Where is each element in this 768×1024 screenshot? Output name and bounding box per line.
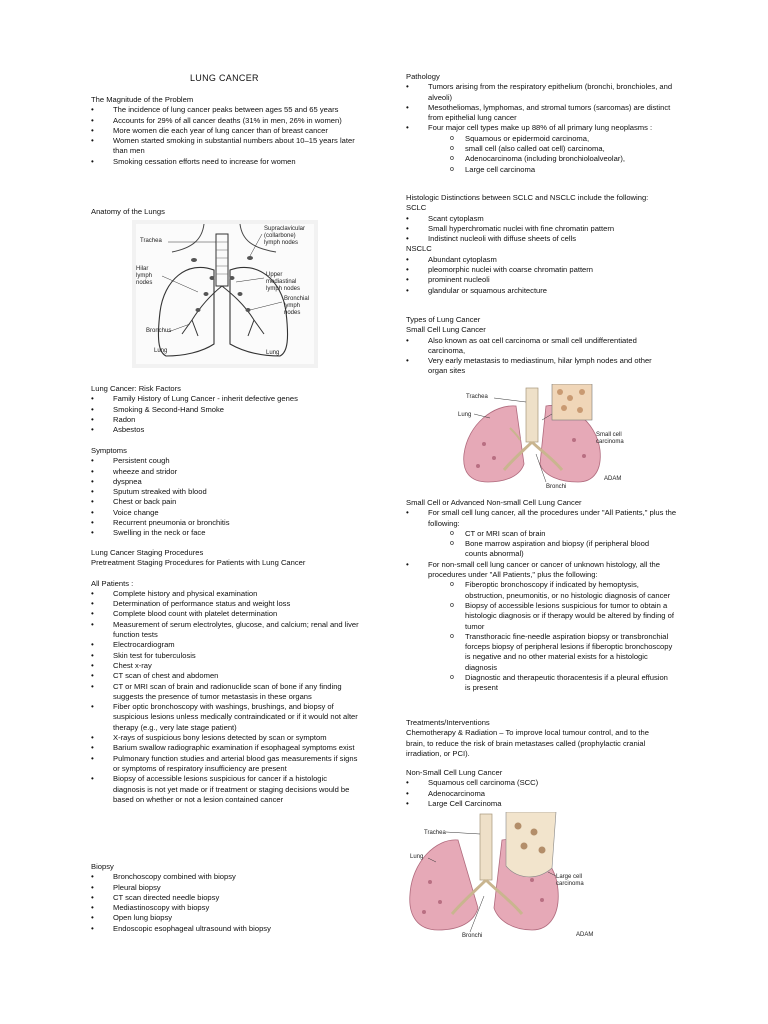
- list-item: o small cell (also called oat cell) carcinoma,: [450, 144, 678, 154]
- fig1-label-lung: Lung: [458, 412, 472, 418]
- list-item: • Very early metastasis to mediastinum, hilar lymph nodes and other organ sites: [406, 356, 668, 377]
- risk-list: [91, 394, 366, 435]
- list-item: • Smoking & Second-Hand Smoke: [91, 405, 366, 415]
- label-lung-right: Lung: [266, 350, 280, 356]
- advanced-sub-2: [450, 580, 675, 693]
- fig2-label-large-cell: Large cell: [556, 874, 583, 880]
- fig2-label-trachea: Trachea: [424, 830, 446, 836]
- list-item: • Chest or back pain: [91, 497, 366, 507]
- list-item: o Diagnostic and therapeutic thoracentesis if a pleural effusion is present: [450, 673, 675, 694]
- label-bronchial-2: lymph: [284, 303, 301, 309]
- list-item: • Mesotheliomas, lymphomas, and stromal tumors (sarcomas) are distinct from epithelial lung cancer: [406, 103, 678, 124]
- nsclc-types-heading: Non-Small Cell Lung Cancer: [406, 768, 503, 777]
- list-item: o Squamous or epidermoid carcinoma,: [450, 134, 678, 144]
- list-item: • Scant cytoplasm: [406, 214, 671, 224]
- list-item: • Skin test for tuberculosis: [91, 651, 361, 661]
- list-item: • Persistent cough: [91, 456, 366, 466]
- list-item: • Determination of performance status and weight loss: [91, 599, 361, 609]
- list-item: • prominent nucleoli: [406, 275, 671, 285]
- nsclc-label: NSCLC: [406, 244, 432, 254]
- fig1-label-bronchi: Bronchi: [546, 484, 567, 490]
- magnitude-section: [91, 95, 366, 167]
- list-item: • Smoking cessation efforts need to increase for women: [91, 157, 366, 167]
- label-lung-left: Lung: [154, 348, 168, 354]
- treatments-heading: Treatments/Interventions: [406, 718, 490, 727]
- list-item: • Squamous cell carcinoma (SCC): [406, 778, 668, 788]
- list-item: o Biopsy of accessible lesions suspicious for tumor to obtain a histologic diagnosis or if therapy would be altered by finding of tumor: [450, 601, 675, 632]
- treatments-section: [406, 718, 666, 759]
- advanced-section: [406, 498, 678, 694]
- list-item: • Complete blood count with platelet determination: [91, 609, 361, 619]
- sclc-type-list: [406, 336, 668, 377]
- list-item: o CT or MRI scan of brain: [450, 529, 668, 539]
- list-item: o Transthoracic fine-needle aspiration biopsy or transbronchial forceps biopsy of peripheral lesions if fiberoptic bronchoscopy is negative and no other material exists for a histologic diagnosis: [450, 632, 675, 673]
- list-item: • Family History of Lung Cancer - inherit defective genes: [91, 394, 366, 404]
- label-supraclavicular: Supraclavicular: [264, 226, 306, 232]
- list-item: • Large Cell Carcinoma: [406, 799, 668, 809]
- list-item: • Adenocarcinoma: [406, 789, 668, 799]
- small-cell-carcinoma-illustration: [454, 384, 626, 492]
- list-item: o Large cell carcinoma: [450, 165, 678, 175]
- list-item: • Small hyperchromatic nuclei with fine chromatin pattern: [406, 224, 671, 234]
- staging-subheading: Pretreatment Staging Procedures for Patients with Lung Cancer: [91, 558, 306, 568]
- symptoms-heading: Symptoms: [91, 446, 127, 455]
- list-item: • dyspnea: [91, 477, 366, 487]
- list-item: • Bronchoscopy combined with biopsy: [91, 872, 366, 882]
- nsclc-types-section: [406, 768, 668, 809]
- list-item: • Measurement of serum electrolytes, glucose, and calcium; renal and liver function tests: [91, 620, 361, 641]
- list-item: • glandular or squamous architecture: [406, 286, 671, 296]
- list-item: • Indistinct nucleoli with diffuse sheets of cells: [406, 234, 671, 244]
- fig2-label-carcinoma: carcinoma: [556, 881, 584, 887]
- list-item: • Voice change: [91, 508, 366, 518]
- anatomy-heading: Anatomy of the Lungs: [91, 207, 165, 216]
- advanced-list-1: [406, 508, 678, 529]
- list-item: • Swelling in the neck or face: [91, 528, 366, 538]
- staging-heading: Lung Cancer Staging Procedures: [91, 548, 204, 557]
- nsclc-list: [406, 255, 671, 296]
- list-item: • Women started smoking in substantial numbers about 10–15 years later than men: [91, 136, 366, 157]
- biopsy-section: [91, 862, 366, 934]
- list-item: • Fiber optic bronchoscopy with washings, brushings, and biopsy of suspicious lesions unless medically contraindicated or if it would not alter therapy (e.g., very late stage patient): [91, 702, 361, 733]
- all-patients-label: All Patients :: [91, 578, 134, 588]
- large-cell-carcinoma-illustration: [406, 812, 616, 940]
- fig1-label-carcinoma: carcinoma: [596, 439, 624, 445]
- symptoms-section: [91, 446, 366, 539]
- label-hilar-3: nodes: [136, 280, 153, 286]
- fig2-label-lung: Lung: [410, 854, 424, 860]
- list-item: • Accounts for 29% of all cancer deaths (31% in men, 26% in women): [91, 116, 366, 126]
- label-bronchial-3: nodes: [284, 310, 301, 316]
- pathology-section: [406, 72, 678, 175]
- list-item: • For small cell lung cancer, all the procedures under "All Patients," plus the following:: [406, 508, 678, 529]
- sclc-list: [406, 214, 671, 245]
- sclc-label: SCLC: [406, 203, 427, 213]
- list-item: • Pleural biopsy: [91, 883, 366, 893]
- treatments-text: Chemotherapy & Radiation – To improve local tumour control, and to the brain, to reduce the risk of brain metastases called (prophylactic cranial irradiation, or PCI).: [406, 728, 649, 758]
- label-hilar-2: lymph: [136, 273, 153, 279]
- histologic-heading: Histologic Distinctions between SCLC and NSCLC include the following:: [406, 193, 649, 202]
- types-heading: Types of Lung Cancer: [406, 315, 481, 324]
- magnitude-list: [91, 105, 366, 167]
- label-bronchus: Bronchus: [146, 328, 172, 334]
- label-hilar: Hilar: [136, 266, 149, 272]
- label-supraclavicular-3: lymph nodes: [264, 240, 299, 246]
- fig2-adam-logo: ADAM: [576, 932, 594, 938]
- lung-anatomy-diagram: [132, 220, 318, 368]
- list-item: • Barium swallow radiographic examination if esophageal symptoms exist: [91, 743, 361, 753]
- label-bronchial: Bronchial: [284, 296, 310, 302]
- list-item: • Complete history and physical examination: [91, 589, 361, 599]
- list-item: • Also known as oat cell carcinoma or small cell undifferentiated carcinoma,: [406, 336, 668, 357]
- list-item: • Chest x-ray: [91, 661, 361, 671]
- histologic-section: [406, 193, 671, 296]
- list-item: • Tumors arising from the respiratory epithelium (bronchi, bronchioles, and alveoli): [406, 82, 678, 103]
- list-item: • Endoscopic esophageal ultrasound with biopsy: [91, 924, 366, 934]
- fig1-adam-logo: ADAM: [604, 476, 622, 482]
- pathology-heading: Pathology: [406, 72, 440, 81]
- list-item: • Asbestos: [91, 425, 366, 435]
- staging-list: [91, 589, 361, 805]
- advanced-heading: Small Cell or Advanced Non-small Cell Lung Cancer: [406, 498, 582, 507]
- advanced-sub-1: [450, 529, 668, 560]
- list-item: o Fiberoptic bronchoscopy if indicated by hemoptysis, obstruction, pneumonitis, or no histologic diagnosis of cancer: [450, 580, 675, 601]
- list-item: • Recurrent pneumonia or bronchitis: [91, 518, 366, 528]
- staging-section: [91, 548, 361, 805]
- label-supraclavicular-2: (collarbone): [264, 233, 296, 239]
- nsclc-types-list: [406, 778, 668, 809]
- list-item: o Adenocarcinoma (including bronchioloalveolar),: [450, 154, 678, 164]
- list-item: • CT scan of chest and abdomen: [91, 671, 361, 681]
- list-item: • Sputum streaked with blood: [91, 487, 366, 497]
- list-item: • Mediastinoscopy with biopsy: [91, 903, 366, 913]
- list-item: • For non-small cell lung cancer or cancer of unknown histology, all the procedures under "All Patients," plus the following:: [406, 560, 678, 581]
- list-item: • Open lung biopsy: [91, 913, 366, 923]
- types-section: [406, 315, 668, 377]
- fig1-label-small-cell: Small cell: [596, 432, 622, 438]
- fig2-label-bronchi: Bronchi: [462, 933, 483, 939]
- biopsy-list: [91, 872, 366, 934]
- page-title: LUNG CANCER: [190, 73, 259, 83]
- list-item: • More women die each year of lung cancer than of breast cancer: [91, 126, 366, 136]
- magnitude-heading: The Magnitude of the Problem: [91, 95, 194, 104]
- label-upper-mediastinal-2: mediastinal: [266, 279, 297, 285]
- biopsy-heading: Biopsy: [91, 862, 114, 871]
- risk-heading: Lung Cancer: Risk Factors: [91, 384, 181, 393]
- list-item: • Electrocardiogram: [91, 640, 361, 650]
- list-item: • pleomorphic nuclei with coarse chromatin pattern: [406, 265, 671, 275]
- list-item: • Abundant cytoplasm: [406, 255, 671, 265]
- list-item: • X-rays of suspicious bony lesions detected by scan or symptom: [91, 733, 361, 743]
- list-item: • Four major cell types make up 88% of all primary lung neoplasms :: [406, 123, 678, 133]
- list-item: • CT scan directed needle biopsy: [91, 893, 366, 903]
- list-item: • Radon: [91, 415, 366, 425]
- list-item: • CT or MRI scan of brain and radionuclide scan of bone if any finding suggests the presence of tumor metastasis in these organs: [91, 682, 361, 703]
- list-item: o Bone marrow aspiration and biopsy (if peripheral blood counts abnormal): [450, 539, 668, 560]
- advanced-list-2: [406, 560, 678, 581]
- cell-types-list: [450, 134, 678, 175]
- label-upper-mediastinal: Upper: [266, 272, 283, 278]
- list-item: • wheeze and stridor: [91, 467, 366, 477]
- risk-section: [91, 384, 366, 435]
- sclc-subheading: Small Cell Lung Cancer: [406, 325, 486, 335]
- list-item: • Pulmonary function studies and arterial blood gas measurements if signs or symptoms of respiratory insufficiency are present: [91, 754, 361, 775]
- label-upper-mediastinal-3: lymph nodes: [266, 286, 301, 292]
- pathology-list: [406, 82, 678, 133]
- list-item: • The incidence of lung cancer peaks between ages 55 and 65 years: [91, 105, 366, 115]
- label-trachea: Trachea: [140, 238, 162, 244]
- fig1-label-trachea: Trachea: [466, 394, 488, 400]
- list-item: • Biopsy of accessible lesions suspicious for cancer if a histologic diagnosis is not yet made or if treatment or staging decisions would be based on whether or not a lesion contained cancer: [91, 774, 361, 805]
- symptoms-list: [91, 456, 366, 538]
